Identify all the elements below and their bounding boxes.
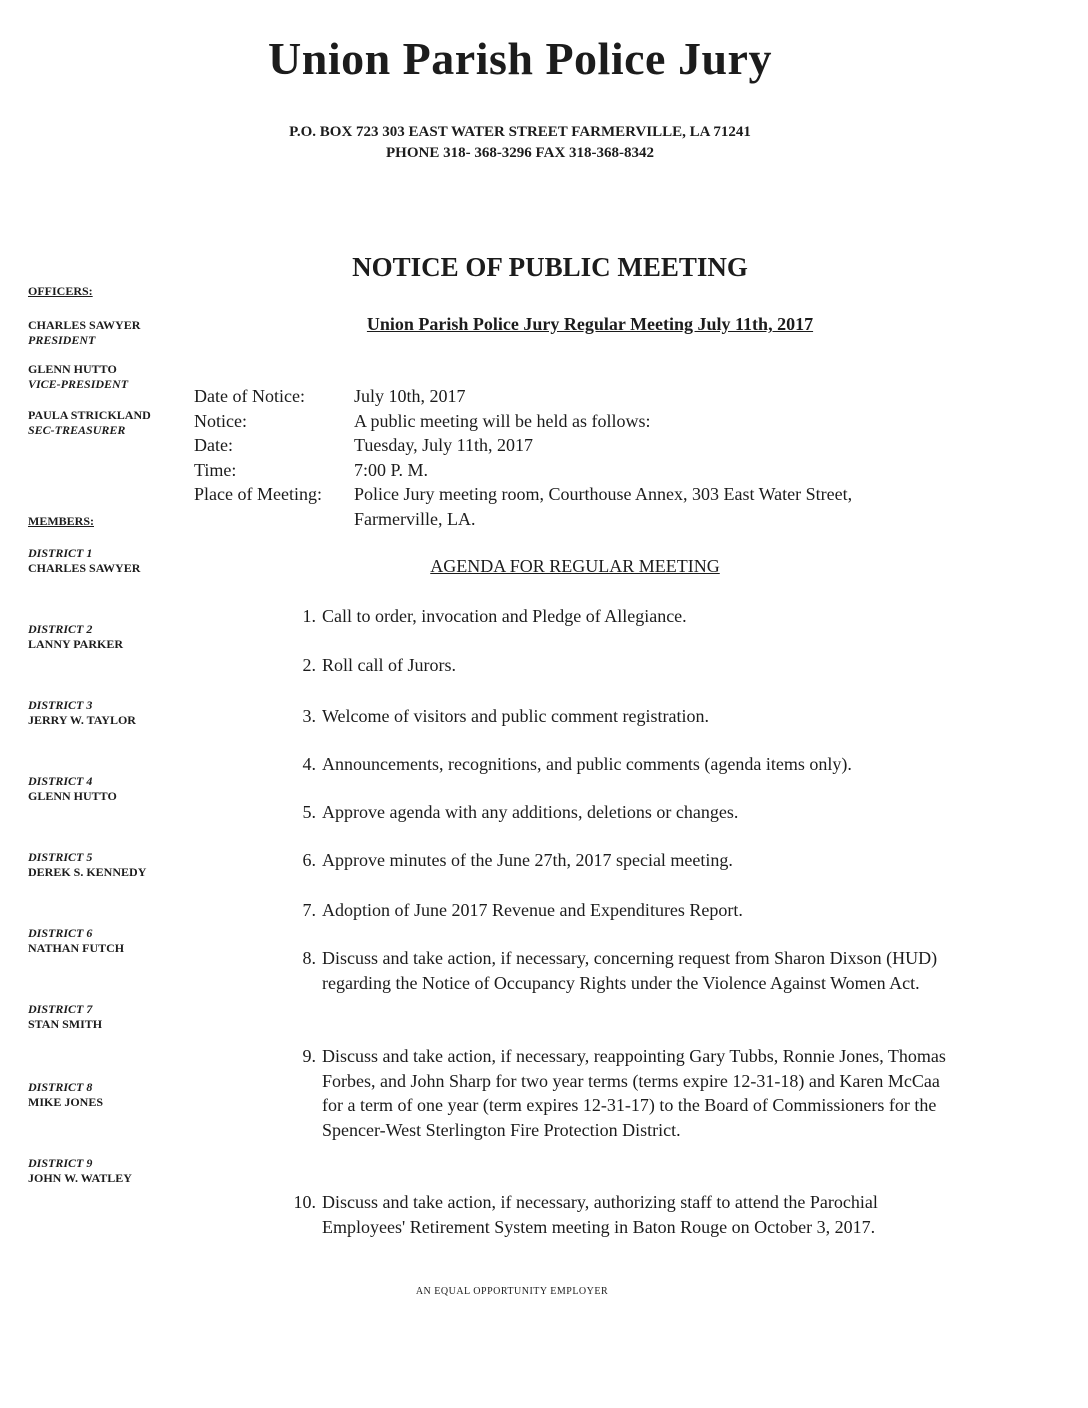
member-district: DISTRICT 8 (28, 1080, 93, 1094)
agenda-item-text: Approve agenda with any additions, deletions or changes. (322, 802, 739, 822)
agenda-item-number: 4. (302, 754, 316, 774)
officer-name: CHARLES SAWYER (28, 318, 141, 332)
agenda-item-text: Discuss and take action, if necessary, authorizing staff to attend the Parochial Employees' Retirement System meeting in Baton Rouge on October 3, 2017. (322, 1192, 878, 1237)
member-name: NATHAN FUTCH (28, 941, 125, 955)
letterhead-phone: PHONE 318- 368-3296 FAX 318-368-8342 (385, 145, 655, 161)
agenda-item-number: 1. (302, 606, 316, 626)
agenda-item-number: 6. (302, 850, 316, 870)
agenda-heading: AGENDA FOR REGULAR MEETING (430, 556, 720, 576)
officer-entry (28, 362, 128, 392)
agenda-item-text: Adoption of June 2017 Revenue and Expenditures Report. (322, 900, 743, 920)
agenda-item (282, 653, 952, 678)
detail-value: A public meeting will be held as follows: (354, 410, 651, 431)
footer-text: AN EQUAL OPPORTUNITY EMPLOYER (415, 1286, 609, 1297)
member-district: DISTRICT 7 (28, 1002, 93, 1016)
member-entry (28, 698, 136, 728)
detail-label: Notice: (194, 410, 247, 431)
officer-name: PAULA STRICKLAND (28, 408, 151, 422)
agenda-item-number: 8. (302, 948, 316, 968)
agenda-item (282, 1190, 952, 1239)
member-district: DISTRICT 5 (28, 850, 93, 864)
officer-role: VICE-PRESIDENT (28, 377, 129, 391)
detail-label: Date: (194, 435, 233, 455)
agenda-item (282, 898, 952, 923)
agenda-item (282, 800, 952, 825)
agenda-item-number: 5. (302, 802, 316, 822)
officer-role: PRESIDENT (28, 333, 96, 347)
detail-value: Police Jury meeting room, Courthouse Annex, 303 East Water Street, Farmerville, LA. (354, 484, 853, 529)
agenda-item (282, 752, 952, 777)
member-name: MIKE JONES (28, 1095, 104, 1109)
agenda-item-text: Call to order, invocation and Pledge of Allegiance. (322, 606, 687, 626)
member-entry (28, 774, 117, 804)
letterhead-address: P.O. BOX 723 303 EAST WATER STREET FARMERVILLE, LA 71241 (289, 124, 751, 140)
officer-name: GLENN HUTTO (28, 362, 117, 376)
member-name: CHARLES SAWYER (28, 561, 141, 575)
officer-entry (28, 318, 140, 348)
member-name: JERRY W. TAYLOR (28, 713, 136, 727)
member-name: STAN SMITH (28, 1017, 103, 1031)
member-district: DISTRICT 3 (28, 698, 93, 712)
agenda-item-text: Approve minutes of the June 27th, 2017 special meeting. (322, 850, 733, 870)
member-entry (28, 1002, 102, 1032)
member-district: DISTRICT 9 (28, 1156, 93, 1170)
detail-row (194, 384, 914, 409)
agenda-item-text: Announcements, recognitions, and public comments (agenda items only). (322, 754, 852, 774)
detail-label: Date of Notice: (194, 386, 305, 406)
detail-row (194, 482, 914, 531)
member-district: DISTRICT 6 (28, 926, 93, 940)
member-entry (28, 622, 123, 652)
detail-row (194, 458, 914, 483)
agenda-item-text: Discuss and take action, if necessary, reappointing Gary Tubbs, Ronnie Jones, Thomas Forbes, and John Sharp for two year terms (terms expire 12-31-18) and Karen McCaa for a term of one year (term expires 12-31-17) to the Board of Commissioners for the Spencer-West Sterlington Fire Protection District. (322, 1046, 946, 1140)
detail-row (194, 433, 914, 458)
member-entry (28, 546, 140, 576)
member-district: DISTRICT 1 (28, 546, 93, 560)
agenda-item-number: 9. (302, 1046, 316, 1066)
member-entry (28, 850, 146, 880)
detail-value: July 10th, 2017 (354, 386, 466, 406)
detail-row (194, 409, 914, 434)
members-heading: MEMBERS: (28, 514, 94, 528)
agenda-item (282, 848, 952, 873)
officers-heading: OFFICERS: (28, 284, 93, 298)
agenda-item-text: Welcome of visitors and public comment registration. (322, 706, 709, 726)
officer-entry (28, 408, 151, 438)
agenda-item (282, 704, 952, 729)
notice-heading: NOTICE OF PUBLIC MEETING (352, 252, 748, 282)
member-entry (28, 1156, 132, 1186)
agenda-item-number: 2. (302, 655, 316, 675)
member-name: GLENN HUTTO (28, 789, 117, 803)
agenda-item-number: 7. (302, 900, 316, 920)
agenda-item (282, 946, 952, 995)
member-name: DEREK S. KENNEDY (28, 865, 147, 879)
agenda-item-number: 3. (302, 706, 316, 726)
member-entry (28, 1080, 103, 1110)
member-name: JOHN W. WATLEY (28, 1171, 132, 1185)
letterhead-title: Union Parish Police Jury (268, 33, 772, 84)
member-district: DISTRICT 4 (28, 774, 93, 788)
officer-role: SEC-TREASURER (28, 423, 126, 437)
agenda-item-text: Roll call of Jurors. (322, 655, 456, 675)
detail-value: 7:00 P. M. (354, 459, 429, 480)
member-name: LANNY PARKER (28, 637, 123, 651)
meeting-heading: Union Parish Police Jury Regular Meeting July 11th, 2017 (366, 314, 814, 334)
meeting-details (194, 384, 914, 531)
member-entry (28, 926, 124, 956)
agenda-item-text: Discuss and take action, if necessary, concerning request from Sharon Dixson (HUD) regarding the Notice of Occupancy Rights under the Violence Against Women Act. (322, 948, 938, 993)
agenda-item-number: 10. (293, 1192, 316, 1212)
detail-label: Time: (194, 459, 237, 480)
detail-label: Place of Meeting: (194, 484, 322, 504)
detail-value: Tuesday, July 11th, 2017 (354, 435, 534, 455)
agenda-item (282, 604, 952, 629)
member-district: DISTRICT 2 (28, 622, 93, 636)
agenda-item (282, 1044, 952, 1142)
